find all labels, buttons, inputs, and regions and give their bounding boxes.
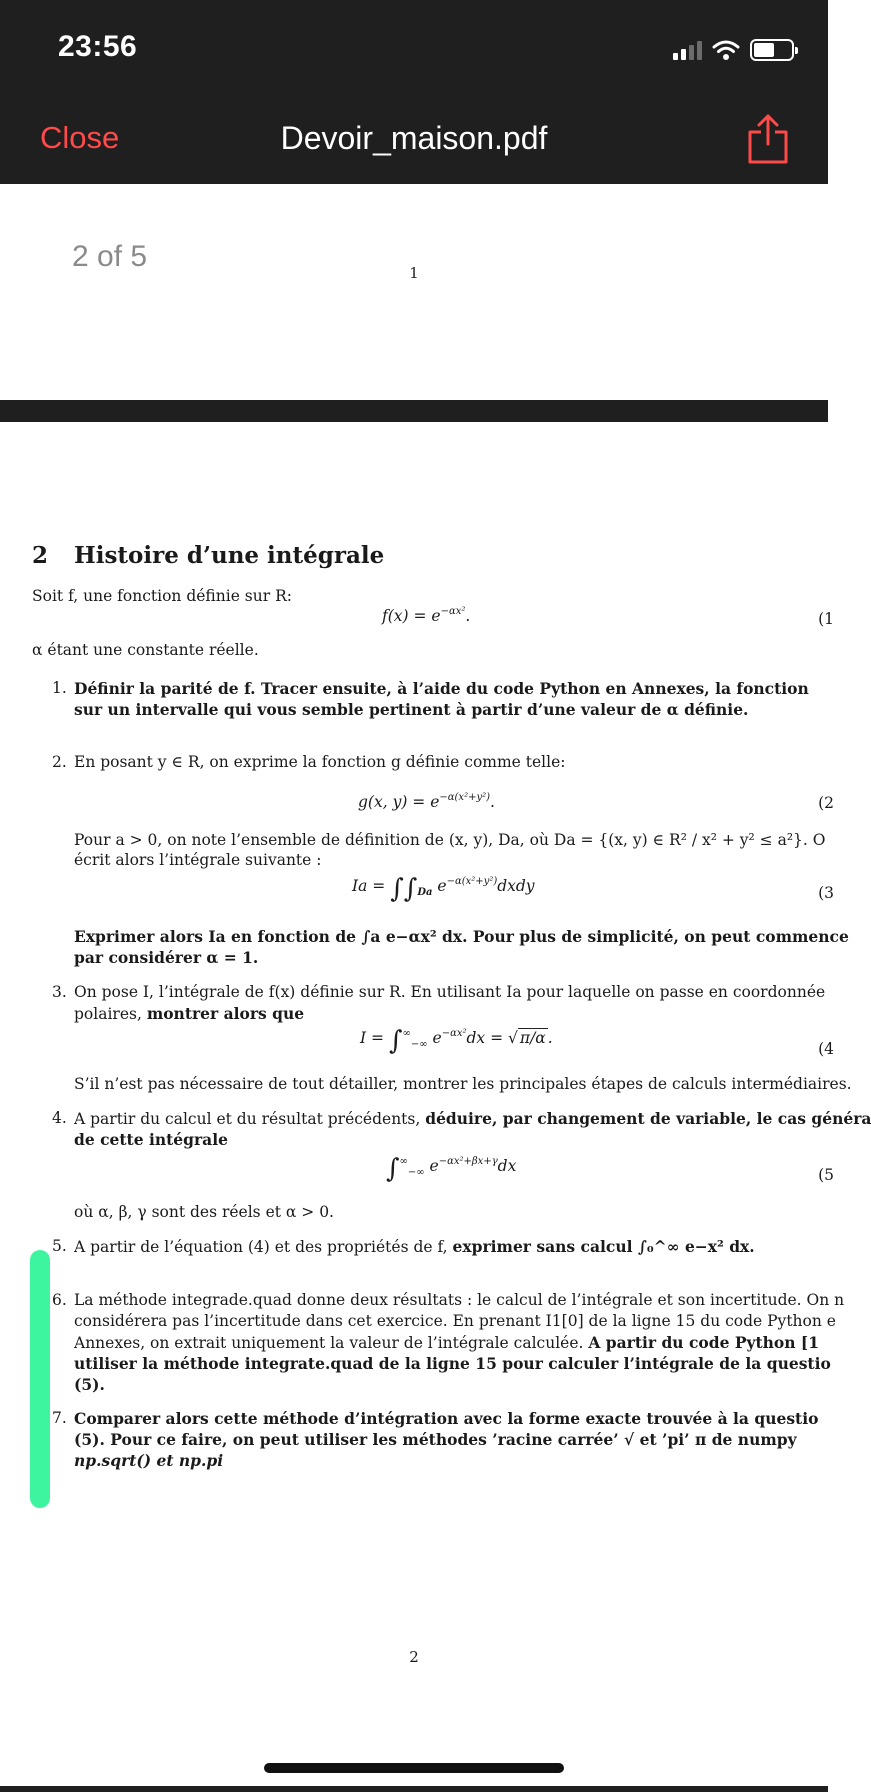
document-title: Devoir_maison.pdf: [280, 120, 548, 156]
question-text: où α, β, γ sont des réels et α > 0.: [74, 1203, 334, 1221]
question-text: En posant y ∈ R, on exprime la fonction g définie comme telle:: [74, 753, 566, 771]
top-bar: [0, 0, 828, 184]
question-text: Annexes, on extrait uniquement la valeur de l’intégrale calculée. A partir du code Python [1: [74, 1333, 820, 1352]
question-text: Définir la parité de f. Tracer ensuite, à l’aide du code Python en Annexes, la fonction: [74, 679, 809, 698]
question-text: de cette intégrale: [74, 1130, 228, 1149]
equation-number: (5: [818, 1166, 834, 1184]
section-heading: 2 Histoire d’une intégrale: [32, 542, 385, 569]
question-text: Comparer alors cette méthode d’intégration avec la forme exacte trouvée à la questio: [74, 1409, 819, 1428]
question-text: (5).: [74, 1375, 105, 1394]
pdf-page-2[interactable]: [0, 422, 871, 1792]
equation-number: (1: [818, 610, 834, 628]
question-text: A partir du calcul et du résultat précédents, déduire, par changement de variable, le cas généra: [74, 1109, 871, 1128]
question-text: utiliser la méthode integrate.quad de la ligne 15 pour calculer l’intégrale de la questio: [74, 1354, 831, 1373]
question-text: S’il n’est pas nécessaire de tout détailler, montrer les principales étapes de calculs intermédiaires.: [74, 1075, 852, 1093]
question-text: sur un intervalle qui vous semble pertinent à partir d’une valeur de α définie.: [74, 700, 749, 719]
question-text: On pose I, l’intégrale de f(x) définie sur R. En utilisant Ia pour laquelle on passe en coordonnée: [74, 983, 826, 1001]
page-indicator: 2 of 5: [72, 240, 148, 273]
question-text: A partir de l’équation (4) et des propriétés de f, exprimer sans calcul ∫₀^∞ e−x² dx.: [74, 1237, 755, 1256]
share-icon[interactable]: [746, 112, 790, 164]
question-text: Exprimer alors Ia en fonction de ∫a e−αx² dx. Pour plus de simplicité, on peut commence: [74, 927, 849, 946]
list-number: 4.: [52, 1109, 67, 1127]
list-number: 3.: [52, 983, 67, 1001]
list-number: 5.: [52, 1237, 67, 1255]
battery-icon: [750, 39, 794, 61]
bottom-edge: [0, 1786, 828, 1792]
equation-1: $f(x) = e^{-\alpha x^2}$.: [382, 606, 471, 625]
list-number: 6.: [52, 1291, 67, 1309]
intro-text: Soit f, une fonction définie sur R:: [32, 587, 292, 605]
page-number: 1: [409, 264, 419, 282]
question-text: écrit alors l’intégrale suivante :: [74, 851, 322, 869]
question-text: Pour a > 0, on note l’ensemble de définition de (x, y), Da, où Da = {(x, y) ∈ R² / x² + y² ≤ a²}. O: [74, 831, 826, 849]
equation-4: $I = \int^\infty_{-\infty}$ $e^{-\alpha x^2}dx$ = √ π/α .: [360, 1026, 553, 1056]
status-time: 23:56: [58, 30, 138, 63]
equation-number: (4: [818, 1040, 834, 1058]
question-text: par considérer α = 1.: [74, 948, 259, 967]
equation-3: $Ia = \int\int_{Da}$ $e^{-\alpha(x^2+y^2)}dxdy$: [352, 874, 535, 904]
list-number: 7.: [52, 1409, 67, 1427]
equation-5: $\int^\infty_{-\infty}$ $e^{-\alpha x^2+\beta x+\gamma}dx$: [386, 1154, 517, 1184]
list-number: 2.: [52, 753, 67, 771]
question-text: considérera pas l’incertitude dans cet exercice. En prenant I1[0] de la ligne 15 du code Python e: [74, 1312, 836, 1330]
paragraph: α étant une constante réelle.: [32, 641, 259, 659]
question-text: polaires, montrer alors que: [74, 1004, 305, 1023]
question-text: (5). Pour ce faire, on peut utiliser les méthodes ’racine carrée’ √ et ’pi’ π de numpy: [74, 1430, 797, 1449]
pdf-page-1: [0, 184, 828, 400]
page-separator: [0, 400, 828, 422]
highlighter-mark: [30, 1250, 50, 1508]
equation-number: (2: [818, 794, 834, 812]
equation-number: (3: [818, 884, 834, 902]
close-button[interactable]: Close: [40, 120, 120, 155]
home-indicator[interactable]: [264, 1763, 564, 1773]
page-number: 2: [409, 1648, 419, 1666]
list-number: 1.: [52, 679, 67, 697]
equation-2: g(x, $y) = e^{-\alpha(x^2+y^2)}$.: [358, 792, 495, 811]
question-text: La méthode integrade.quad donne deux résultats : le calcul de l’intégrale et son incertitude. On n: [74, 1291, 845, 1309]
question-text: np.sqrt() et np.pi: [74, 1451, 224, 1470]
status-icons: [673, 36, 794, 64]
cellular-signal-icon: [673, 40, 702, 60]
wifi-icon: [712, 39, 740, 61]
